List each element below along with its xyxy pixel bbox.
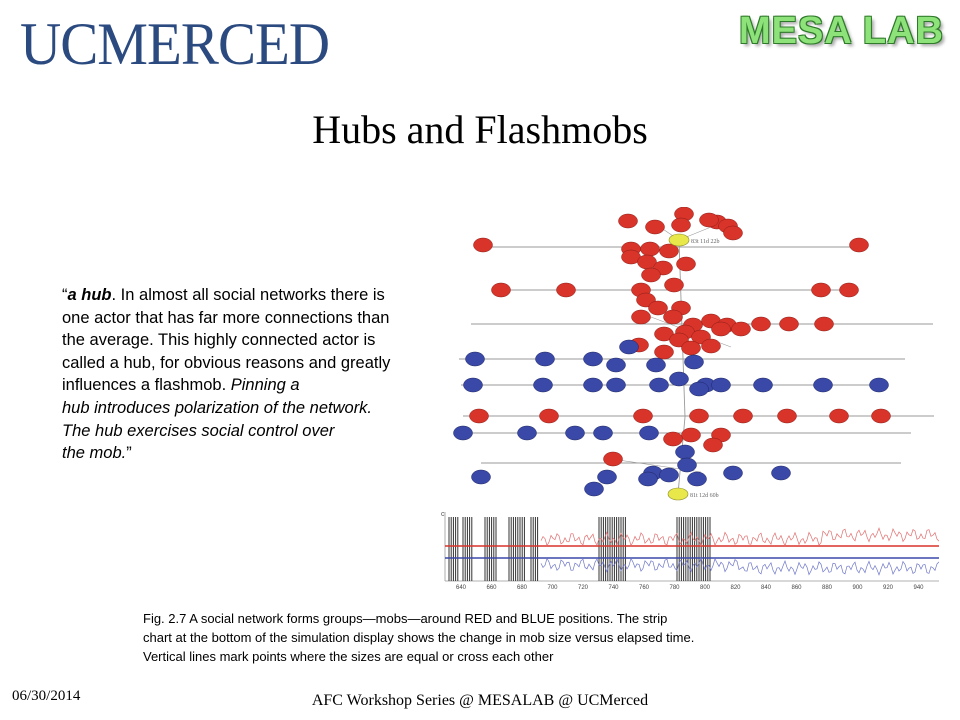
red-node [682,341,701,355]
strip-tick-label: 860 [791,585,802,591]
blue-node [712,378,731,392]
blue-node [640,426,659,440]
blue-node [660,468,679,482]
strip-tick-label: 740 [608,585,619,591]
blue-node [724,466,743,480]
blue-node [607,378,626,392]
red-node [734,409,753,423]
strip-tick-label: 700 [547,585,558,591]
caption-line-2: chart at the bottom of the simulation display shows the change in mob size versus elapsed time. [143,630,695,645]
blue-node [814,378,833,392]
blue-node [598,470,617,484]
blue-node [594,426,613,440]
red-node [752,317,771,331]
red-node [641,242,660,256]
blue-node [650,378,669,392]
strip-corner-label: c [441,511,445,518]
mesa-lab-logo: MESA LAB [738,10,944,52]
red-node [664,432,683,446]
red-node [815,317,834,331]
red-node [872,409,891,423]
slide-date: 06/30/2014 [12,688,81,704]
red-node [690,409,709,423]
blue-node [466,352,485,366]
red-node [634,409,653,423]
blue-node [639,472,658,486]
strip-tick-label: 840 [760,585,772,591]
quote-line-5 [62,374,442,397]
blue-node [566,426,585,440]
red-node [780,317,799,331]
strip-tick-label: 680 [516,585,528,591]
strip-tick-label: 880 [821,585,833,591]
strip-tick-label: 720 [577,585,589,591]
red-node [712,322,731,336]
red-node [677,257,696,271]
blue-node [464,378,483,392]
quote-emphasis: a hub [67,286,112,304]
blue-node [670,372,689,386]
red-node [724,226,743,240]
red-node [649,301,668,315]
red-node [660,244,679,258]
red-node [642,268,661,282]
red-node [470,409,489,423]
quote-line-7 [62,420,442,443]
blue-node [536,352,555,366]
blue-node [647,358,666,372]
quote-line-1-rest: . In almost all social networks there is [111,286,385,304]
red-node [840,283,859,297]
red-node [850,238,869,252]
slide-title: Hubs and Flashmobs [312,107,648,152]
red-node [812,283,831,297]
red-node [492,283,511,297]
blue-node [584,378,603,392]
caption-line-3: Vertical lines mark points where the sizes are equal or cross each other [143,649,554,664]
strip-tick-label: 940 [913,585,924,591]
blue-node [620,340,639,354]
quote-line-6 [62,397,442,420]
strip-tick-label: 640 [455,585,467,591]
hub-bottom-label: 81t 12d 60b [690,493,719,499]
red-node [540,409,559,423]
quote-line-2: one actor that has far more connections than [62,308,390,327]
blue-node [690,382,709,396]
red-node [632,310,651,324]
hub-node-bottom [668,488,688,500]
blue-node [754,378,773,392]
slide-footer: AFC Workshop Series @ MESALAB @ UCMerced [311,692,649,709]
quote-line-7-italic: The hub exercises social control over [62,421,335,440]
red-node [665,278,684,292]
strip-chart [441,509,939,593]
red-node [557,283,576,297]
red-node [830,409,849,423]
blue-node [772,466,791,480]
strip-tick-label: 920 [882,585,894,591]
caption-line-1: Fig. 2.7 A social network forms groups—mobs—around RED and BLUE positions. The strip [143,611,668,626]
blue-node [688,472,707,486]
blue-node [676,445,695,459]
strip-tick-label: 760 [638,585,650,591]
quote-line-5-italic: Pinning a [230,376,300,395]
blue-node [870,378,889,392]
hub-quote [62,284,442,465]
red-node [655,345,674,359]
red-node [672,218,691,232]
quote-line-1 [62,284,442,307]
quote-close-mark: ” [126,444,132,463]
red-node [682,428,701,442]
blue-node [678,458,697,472]
blue-node [534,378,553,392]
red-node [646,220,665,234]
quote-line-8-italic: the mob. [62,444,127,463]
quote-line-5-plain: influences a flashmob. [62,376,231,395]
strip-tick-label: 780 [669,585,680,591]
quote-line-3: the average. This highly connected actor is [62,331,376,350]
social-network-figure [441,207,939,593]
quote-line-8 [62,442,442,465]
quote-open-mark: “ [62,286,68,304]
blue-node [518,426,537,440]
strip-tick-label: 820 [730,585,741,591]
red-node [604,452,623,466]
red-node [664,310,683,324]
blue-node [607,358,626,372]
ucmerced-logo: UCMERCED [20,11,330,77]
strip-tick-label: 800 [699,585,711,591]
hub-top-label: 83t 11d 22b [691,239,720,245]
strip-tick-label: 660 [486,585,497,591]
red-node [702,339,721,353]
hub-node-top [669,234,689,246]
quote-line-6-italic: hub introduces polarization of the network. [62,398,373,417]
blue-node [685,355,704,369]
blue-node [454,426,473,440]
red-node [778,409,797,423]
red-node [619,214,638,228]
blue-node [585,482,604,496]
quote-line-4: called a hub, for obvious reasons and greatly [62,353,391,372]
blue-node [584,352,603,366]
red-node [732,322,751,336]
blue-node [472,470,491,484]
red-node [474,238,493,252]
red-node [704,438,723,452]
red-node [700,213,719,227]
strip-tick-label: 900 [852,585,863,591]
figure-caption [143,609,843,666]
